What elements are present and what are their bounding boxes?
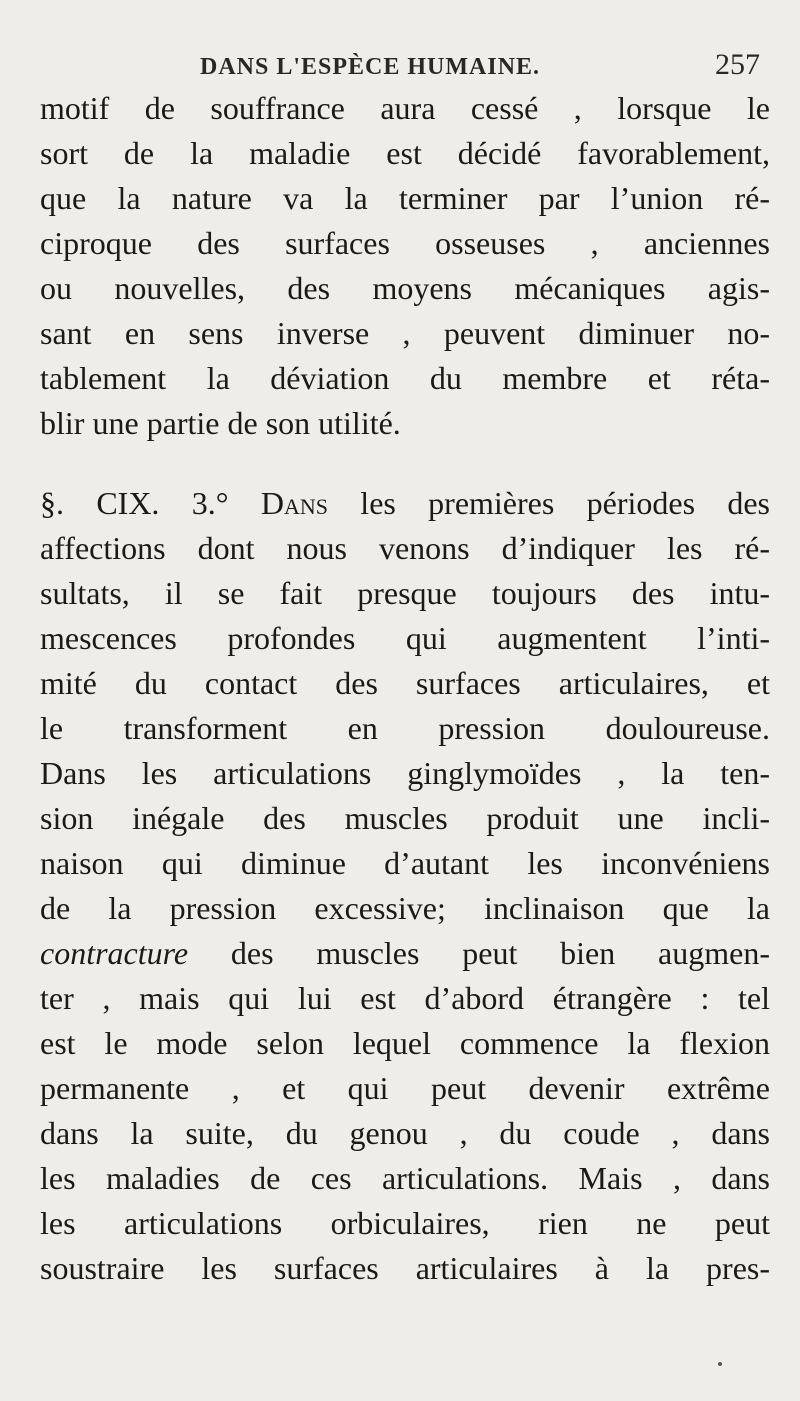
ink-speck <box>718 1362 722 1366</box>
body-text <box>40 86 770 1291</box>
text-line: ter , mais qui lui est d’abord étrangère : tel <box>40 980 770 1016</box>
text-line: le transforment en pression douloureuse. <box>40 710 770 746</box>
running-head: DANS L'ESPÈCE HUMAINE. <box>200 54 541 80</box>
paragraph-1 <box>40 86 770 446</box>
italic-term: contracture <box>40 935 189 971</box>
text-segment: les premières périodes des <box>327 485 771 521</box>
text-line: sant en sens inverse , peuvent diminuer no- <box>40 315 770 351</box>
section-number: §. CIX. 3.° <box>40 485 261 521</box>
text-line: de la pression excessive; inclinaison que la <box>40 890 770 926</box>
text-line: sultats, il se fait presque toujours des intu- <box>40 575 770 611</box>
text-line: tablement la déviation du membre et réta- <box>40 360 770 396</box>
text-line: Dans les articulations ginglymoïdes , la ten- <box>40 755 770 791</box>
text-line: affections dont nous venons d’indiquer les ré- <box>40 530 770 566</box>
text-line: motif de souffrance aura cessé , lorsque le <box>40 90 770 126</box>
section-heading-line <box>40 481 770 526</box>
text-line: les articulations orbiculaires, rien ne peut <box>40 1205 770 1241</box>
page-number: 257 <box>715 48 760 81</box>
text-line: naison qui diminue d’autant les inconvéniens <box>40 845 770 881</box>
text-line: ou nouvelles, des moyens mécaniques agis- <box>40 270 770 306</box>
text-line: mescences profondes qui augmentent l’inti- <box>40 620 770 656</box>
italic-term-line <box>40 931 770 976</box>
text-line: sion inégale des muscles produit une incli- <box>40 800 770 836</box>
text-line: dans la suite, du genou , du coude , dans <box>40 1115 770 1151</box>
text-line: sort de la maladie est décidé favorablement, <box>40 135 770 171</box>
page-header <box>200 48 760 88</box>
text-line: mité du contact des surfaces articulaires, et <box>40 665 770 701</box>
text-line: les maladies de ces articulations. Mais , dans <box>40 1160 770 1196</box>
paragraph-gap <box>40 446 770 481</box>
text-line: blir une partie de son utilité. <box>40 405 401 441</box>
text-line: que la nature va la terminer par l’union ré- <box>40 180 770 216</box>
lead-word: Dans <box>260 485 328 521</box>
text-line: permanente , et qui peut devenir extrême <box>40 1070 770 1106</box>
text-line: ciproque des surfaces osseuses , anciennes <box>40 225 770 261</box>
paragraph-2 <box>40 481 770 1291</box>
text-segment: des muscles peut bien augmen- <box>188 935 770 971</box>
text-line: soustraire les surfaces articulaires à la pres- <box>40 1250 770 1286</box>
text-line: est le mode selon lequel commence la flexion <box>40 1025 770 1061</box>
